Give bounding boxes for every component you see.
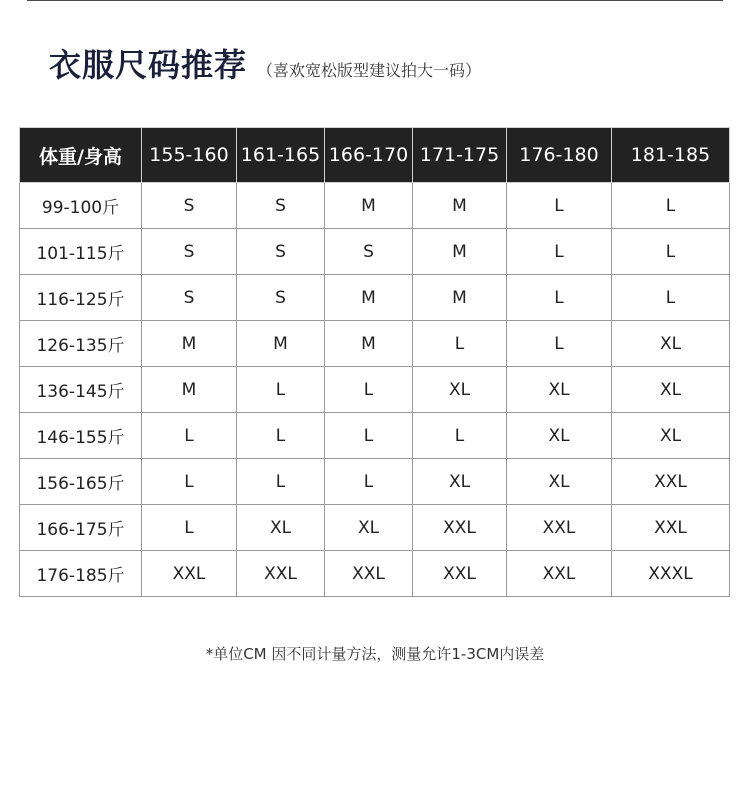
size-cell: S (325, 229, 413, 275)
size-cell: S (142, 183, 237, 229)
size-cell: M (325, 183, 413, 229)
size-cell: XL (325, 505, 413, 551)
size-cell: M (413, 275, 507, 321)
weight-cell: 126-135斤 (20, 321, 142, 367)
table-row (20, 505, 730, 551)
size-cell: M (413, 229, 507, 275)
size-cell: XL (612, 367, 730, 413)
table-row (20, 459, 730, 505)
page-title: 衣服尺码推荐 (49, 46, 248, 84)
size-cell: XXL (507, 505, 612, 551)
table-row (20, 321, 730, 367)
table-row (20, 367, 730, 413)
size-cell: L (507, 321, 612, 367)
size-cell: XXL (612, 505, 730, 551)
size-cell: L (325, 459, 413, 505)
size-cell: XL (612, 413, 730, 459)
table-row (20, 551, 730, 597)
header-height-cell: 155-160 (142, 128, 237, 183)
size-cell: L (237, 459, 325, 505)
size-cell: S (237, 229, 325, 275)
footnote: *单位CM 因不同计量方法，测量允许1-3CM内误差 (205, 645, 545, 663)
size-cell: L (237, 367, 325, 413)
size-cell: L (507, 229, 612, 275)
weight-cell: 156-165斤 (20, 459, 142, 505)
size-cell: XL (413, 459, 507, 505)
size-cell: XL (507, 459, 612, 505)
size-cell: XXL (413, 505, 507, 551)
size-chart-table (19, 127, 730, 597)
size-cell: L (142, 459, 237, 505)
size-cell: L (507, 275, 612, 321)
table-header-row (20, 128, 730, 183)
table-row (20, 183, 730, 229)
size-cell: XL (612, 321, 730, 367)
size-cell: L (507, 183, 612, 229)
size-cell: M (325, 321, 413, 367)
size-cell: XXL (413, 551, 507, 597)
header-height-cell: 166-170 (325, 128, 413, 183)
size-cell: L (612, 183, 730, 229)
weight-cell: 176-185斤 (20, 551, 142, 597)
size-cell: XL (507, 413, 612, 459)
weight-cell: 99-100斤 (20, 183, 142, 229)
size-cell: XXL (325, 551, 413, 597)
table-row (20, 229, 730, 275)
size-cell: XXL (612, 459, 730, 505)
size-cell: L (142, 505, 237, 551)
size-cell: XL (237, 505, 325, 551)
size-cell: M (142, 367, 237, 413)
weight-cell: 116-125斤 (20, 275, 142, 321)
size-cell: L (325, 413, 413, 459)
table-body (20, 183, 730, 597)
size-cell: S (142, 275, 237, 321)
size-cell: S (237, 183, 325, 229)
table-row (20, 413, 730, 459)
size-cell: S (142, 229, 237, 275)
size-cell: XXL (237, 551, 325, 597)
header-height-cell: 181-185 (612, 128, 730, 183)
header-height-cell: 176-180 (507, 128, 612, 183)
size-cell: L (325, 367, 413, 413)
size-cell: L (237, 413, 325, 459)
size-cell: XL (413, 367, 507, 413)
header-corner-cell: 体重/身高 (20, 128, 142, 183)
size-cell: M (237, 321, 325, 367)
top-divider (27, 0, 723, 1)
size-cell: L (612, 275, 730, 321)
size-cell: XXXL (612, 551, 730, 597)
size-cell: M (413, 183, 507, 229)
size-cell: S (237, 275, 325, 321)
size-cell: XXL (142, 551, 237, 597)
weight-cell: 136-145斤 (20, 367, 142, 413)
weight-cell: 166-175斤 (20, 505, 142, 551)
size-cell: L (142, 413, 237, 459)
page-subtitle: （喜欢宽松版型建议拍大一码） (257, 61, 482, 80)
size-cell: M (325, 275, 413, 321)
header-height-cell: 171-175 (413, 128, 507, 183)
size-cell: XL (507, 367, 612, 413)
weight-cell: 101-115斤 (20, 229, 142, 275)
size-cell: L (413, 413, 507, 459)
title-row (49, 40, 481, 86)
header-height-cell: 161-165 (237, 128, 325, 183)
size-cell: M (142, 321, 237, 367)
size-cell: XXL (507, 551, 612, 597)
weight-cell: 146-155斤 (20, 413, 142, 459)
size-cell: L (612, 229, 730, 275)
table-row (20, 275, 730, 321)
size-cell: L (413, 321, 507, 367)
